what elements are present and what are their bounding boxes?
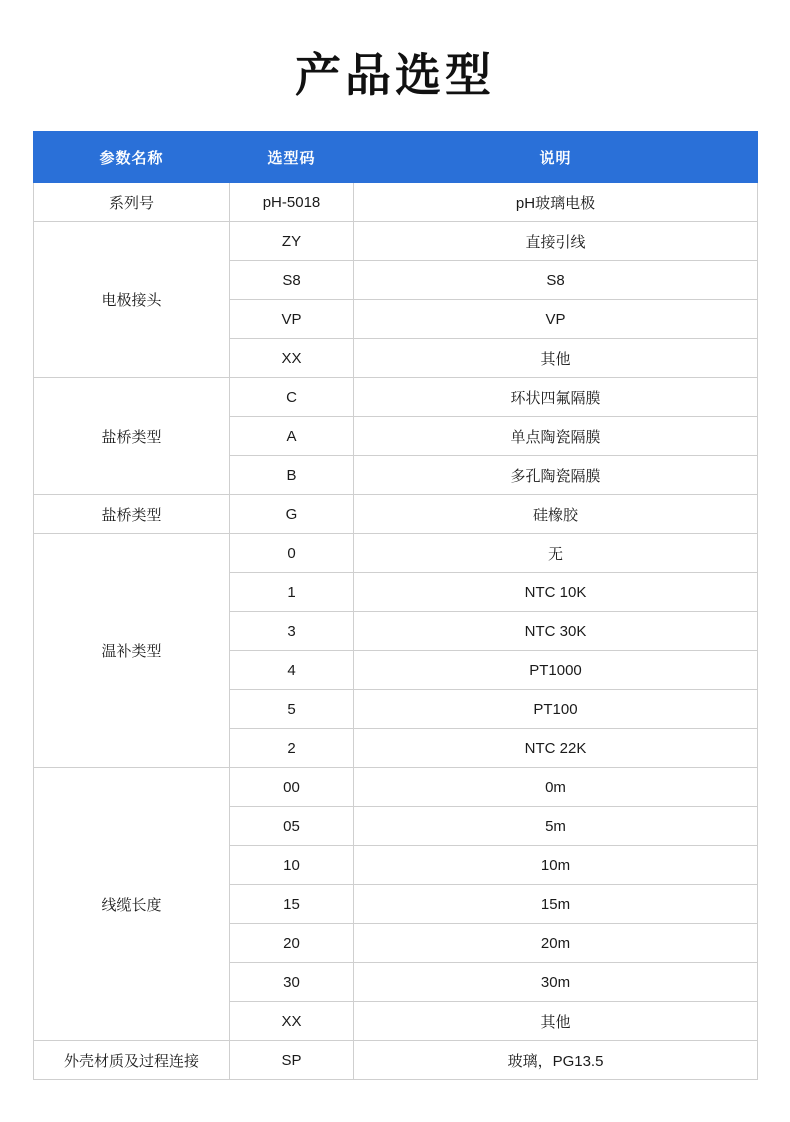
selection-code-cell: 05 bbox=[230, 807, 354, 846]
description-cell: 无 bbox=[354, 534, 758, 573]
selection-code-cell: 30 bbox=[230, 963, 354, 1002]
parameter-name-cell: 系列号 bbox=[34, 183, 230, 222]
parameter-name-cell: 电极接头 bbox=[34, 222, 230, 378]
selection-code-cell: 2 bbox=[230, 729, 354, 768]
parameter-name-cell: 外壳材质及过程连接 bbox=[34, 1041, 230, 1080]
description-cell: PT1000 bbox=[354, 651, 758, 690]
parameter-name-cell: 线缆长度 bbox=[34, 768, 230, 1041]
parameter-name-cell: 盐桥类型 bbox=[34, 378, 230, 495]
description-cell: 环状四氟隔膜 bbox=[354, 378, 758, 417]
table-row bbox=[34, 534, 758, 573]
table-row bbox=[34, 495, 758, 534]
column-header-selection-code: 选型码 bbox=[230, 132, 354, 183]
selection-code-cell: 5 bbox=[230, 690, 354, 729]
selection-code-cell: XX bbox=[230, 1002, 354, 1041]
selection-code-cell: S8 bbox=[230, 261, 354, 300]
table-row bbox=[34, 768, 758, 807]
description-cell: 多孔陶瓷隔膜 bbox=[354, 456, 758, 495]
table-header-row bbox=[34, 132, 758, 183]
table-row bbox=[34, 378, 758, 417]
description-cell: 其他 bbox=[354, 339, 758, 378]
selection-code-cell: pH-5018 bbox=[230, 183, 354, 222]
description-cell: 单点陶瓷隔膜 bbox=[354, 417, 758, 456]
description-cell: 15m bbox=[354, 885, 758, 924]
column-header-description: 说明 bbox=[354, 132, 758, 183]
description-cell: VP bbox=[354, 300, 758, 339]
description-cell: 20m bbox=[354, 924, 758, 963]
description-cell: NTC 30K bbox=[354, 612, 758, 651]
selection-code-cell: G bbox=[230, 495, 354, 534]
description-cell: 5m bbox=[354, 807, 758, 846]
description-cell: 直接引线 bbox=[354, 222, 758, 261]
selection-code-cell: 3 bbox=[230, 612, 354, 651]
description-cell: S8 bbox=[354, 261, 758, 300]
description-cell: 玻璃，PG13.5 bbox=[354, 1041, 758, 1080]
selection-code-cell: C bbox=[230, 378, 354, 417]
selection-code-cell: ZY bbox=[230, 222, 354, 261]
selection-code-cell: 00 bbox=[230, 768, 354, 807]
page-title: 产品选型 bbox=[295, 49, 495, 101]
description-cell: 30m bbox=[354, 963, 758, 1002]
selection-code-cell: 20 bbox=[230, 924, 354, 963]
selection-code-cell: XX bbox=[230, 339, 354, 378]
selection-code-cell: 15 bbox=[230, 885, 354, 924]
table-row bbox=[34, 1041, 758, 1080]
description-cell: PT100 bbox=[354, 690, 758, 729]
column-header-parameter-name: 参数名称 bbox=[34, 132, 230, 183]
selection-code-cell: B bbox=[230, 456, 354, 495]
description-cell: NTC 10K bbox=[354, 573, 758, 612]
selection-code-cell: 10 bbox=[230, 846, 354, 885]
product-selection-table bbox=[33, 131, 758, 1080]
table-row bbox=[34, 222, 758, 261]
description-cell: NTC 22K bbox=[354, 729, 758, 768]
description-cell: pH玻璃电极 bbox=[354, 183, 758, 222]
selection-code-cell: VP bbox=[230, 300, 354, 339]
description-cell: 0m bbox=[354, 768, 758, 807]
table-body bbox=[34, 183, 758, 1080]
description-cell: 10m bbox=[354, 846, 758, 885]
selection-code-cell: 4 bbox=[230, 651, 354, 690]
description-cell: 其他 bbox=[354, 1002, 758, 1041]
selection-code-cell: 0 bbox=[230, 534, 354, 573]
selection-code-cell: SP bbox=[230, 1041, 354, 1080]
selection-code-cell: A bbox=[230, 417, 354, 456]
selection-code-cell: 1 bbox=[230, 573, 354, 612]
parameter-name-cell: 温补类型 bbox=[34, 534, 230, 768]
parameter-name-cell: 盐桥类型 bbox=[34, 495, 230, 534]
table-header bbox=[34, 132, 758, 183]
table-row bbox=[34, 183, 758, 222]
description-cell: 硅橡胶 bbox=[354, 495, 758, 534]
